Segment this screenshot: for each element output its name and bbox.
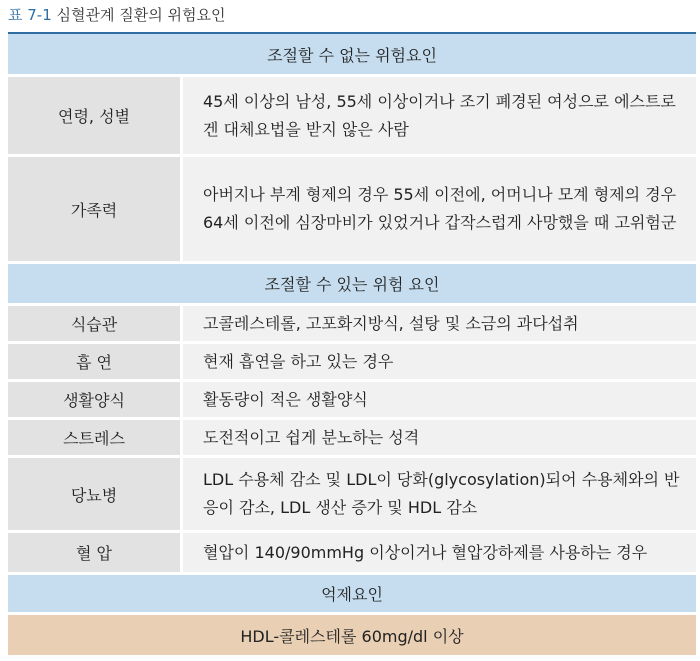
row-label: 스트레스 <box>8 420 183 455</box>
section-header-inhibitory: 억제요인 <box>8 575 696 615</box>
section-header-non-modifiable: 조절할 수 없는 위험요인 <box>8 34 696 77</box>
table-number: 표 7-1 <box>8 6 52 24</box>
row-label: 연령, 성별 <box>8 77 183 154</box>
table-row <box>8 533 696 575</box>
row-description: 아버지나 부계 형제의 경우 55세 이전에, 어머니나 모계 형제의 경우 64세 이전에 심장마비가 있었거나 갑작스럽게 사망했을 때 고위험군 <box>183 157 696 261</box>
table-caption <box>8 6 225 24</box>
table-title: 심혈관계 질환의 위험요인 <box>56 6 226 24</box>
inhibitory-factor-row: HDL-콜레스테롤 60mg/dl 이상 <box>8 615 696 655</box>
table-row <box>8 382 696 420</box>
row-label: 혈 압 <box>8 533 183 572</box>
row-description: 혈압이 140/90mmHg 이상이거나 혈압강하제를 사용하는 경우 <box>183 533 696 572</box>
table-row <box>8 458 696 533</box>
row-description: 도전적이고 쉽게 분노하는 성격 <box>183 420 696 455</box>
row-description: 활동량이 적은 생활양식 <box>183 382 696 417</box>
table-row <box>8 157 696 264</box>
row-label: 생활양식 <box>8 382 183 417</box>
row-label: 식습관 <box>8 306 183 341</box>
table-row <box>8 77 696 157</box>
row-description: 현재 흡연을 하고 있는 경우 <box>183 344 696 379</box>
section-header-modifiable: 조절할 수 있는 위험 요인 <box>8 264 696 306</box>
row-label: 흡 연 <box>8 344 183 379</box>
table-row <box>8 344 696 382</box>
row-description: 45세 이상의 남성, 55세 이상이거나 조기 폐경된 여성으로 에스트로겐 대체요법을 받지 않은 사람 <box>183 77 696 154</box>
row-description: LDL 수용체 감소 및 LDL이 당화(glycosylation)되어 수용체와의 반응이 감소, LDL 생산 증가 및 HDL 감소 <box>183 458 696 530</box>
table-row <box>8 420 696 458</box>
risk-factor-table <box>8 32 696 655</box>
row-description: 고콜레스테롤, 고포화지방식, 설탕 및 소금의 과다섭취 <box>183 306 696 341</box>
row-label: 가족력 <box>8 157 183 261</box>
row-label: 당뇨병 <box>8 458 183 530</box>
table-row <box>8 306 696 344</box>
